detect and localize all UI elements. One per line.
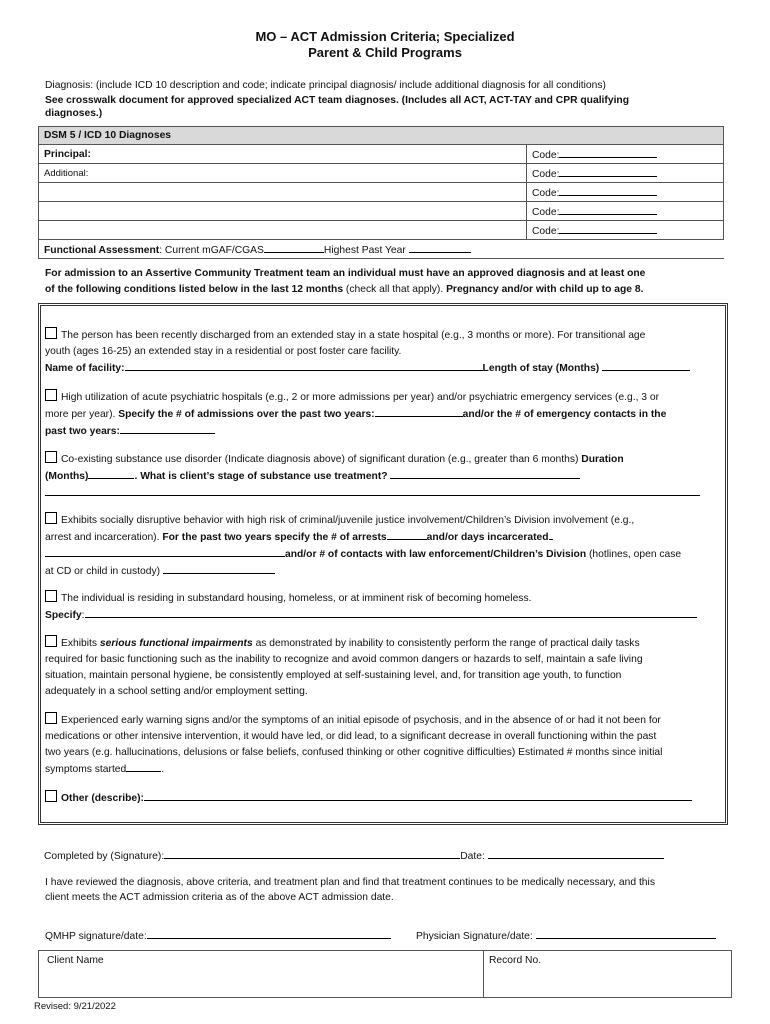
additional-diagnosis-field-2[interactable] <box>39 183 527 202</box>
checkbox-psychosis[interactable] <box>45 712 57 724</box>
treatment-stage-field[interactable] <box>390 468 580 479</box>
criterion-disruptive-behavior: Exhibits socially disruptive behavior with high risk of criminal/juvenile justice involvement/Children’s Division involvement (e.g., arrest and incarceration). For the past two years specify the # of arrests and/or days incarcerated and/or # of contacts with law enforcement/Children’s Division (hotlines, open case at CD or child in custody) <box>45 512 725 580</box>
months-since-symptoms-field[interactable] <box>126 761 161 772</box>
additional-code-field-1[interactable]: Code: <box>527 164 724 183</box>
criterion-housing: The individual is residing in substandard housing, homeless, or at imminent risk of becoming homeless. Specify: <box>45 590 725 624</box>
completed-by-row: Completed by (Signature): Date: <box>44 848 664 862</box>
criterion-functional-impairments: Exhibits serious functional impairments as demonstrated by inability to consistently perform the range of practical daily tasks required for basic functioning such as the inability to recognize and avoid common dangers or hazards to self, maintain a safe living situation, maintain personal hygiene, be consistently employed at self-sustaining level, and, for transition age youth, to function adequately in a school setting and/or employment setting. <box>45 635 725 700</box>
page-subtitle: Parent & Child Programs <box>308 45 462 60</box>
checkbox-substance-use[interactable] <box>45 451 57 463</box>
review-statement: I have reviewed the diagnosis, above criteria, and treatment plan and find that treatment continues to be medically necessary, and this client meets the ACT admission criteria as of the above ACT admission date. <box>45 877 655 903</box>
duration-months-field[interactable] <box>88 468 134 479</box>
criterion-psychiatric-utilization: High utilization of acute psychiatric hospitals (e.g., 2 or more admissions per year) and/or psychiatric emergency services (e.g., 3 or more per year). Specify the # of admissions over the past two years: and/or the # of emergency contacts in the past two years: <box>45 389 725 440</box>
checkbox-disruptive-behavior[interactable] <box>45 512 57 524</box>
additional-code-field-3[interactable]: Code: <box>527 202 724 221</box>
principal-label: Principal: <box>44 148 91 160</box>
emergency-contacts-field[interactable] <box>120 423 215 434</box>
admission-statement-line2: of the following conditions listed below in the last 12 months (check all that apply). Pregnancy and/or with child up to age 8. <box>45 284 644 295</box>
criterion-substance-use: Co-existing substance use disorder (Indicate diagnosis above) of significant duration (e.g., greater than 6 months) Duration (Months) . What is client’s stage of substance use treatment? <box>45 451 725 502</box>
diagnosis-table-header: DSM 5 / ICD 10 Diagnoses <box>39 127 724 145</box>
admissions-count-field[interactable] <box>375 406 463 417</box>
arrests-field[interactable] <box>387 529 427 540</box>
crosswalk-note-line1: See crosswalk document for approved specialized ACT team diagnoses. (Includes all ACT, ACT-TAY and CPR qualifying <box>45 95 630 106</box>
days-incarcerated-field[interactable] <box>549 529 553 540</box>
criterion-state-hospital: The person has been recently discharged from an extended stay in a state hospital (e.g., 3 months or more). For transitional age youth (ages 16-25) an extended stay in a residential or post foster care facility. Name of facility: Length of stay (Months) <box>45 327 725 377</box>
qmhp-signature-row: QMHP signature/date: <box>45 928 391 942</box>
checkbox-housing[interactable] <box>45 590 57 602</box>
facility-name-field[interactable] <box>125 360 483 371</box>
treatment-stage-field-continued[interactable] <box>45 485 700 496</box>
record-number-field[interactable]: Record No. <box>489 955 542 966</box>
checkbox-other[interactable] <box>45 790 57 802</box>
physician-signature-row: Physician Signature/date: <box>416 928 716 942</box>
checkbox-state-hospital[interactable] <box>45 327 57 339</box>
criterion-psychosis: Experienced early warning signs and/or the symptoms of an initial episode of psychosis, and in the absence of or had it not been for medications or other intensive intervention, it would have led, or did lead, to a significant decrease in overall functioning within the past two years (e.g. hallucinations, delusions or false beliefs, confused thinking or other cognitive difficulties) Estimated # months since initial symptoms started . <box>45 712 725 778</box>
qmhp-signature-field[interactable] <box>147 928 391 939</box>
diagnosis-table <box>38 126 724 259</box>
client-name-field[interactable]: Client Name <box>47 955 104 966</box>
diagnosis-instructions: Diagnosis: (include ICD 10 description and code; indicate principal diagnosis/ include additional diagnosis for all conditions) <box>45 80 606 91</box>
length-of-stay-field[interactable] <box>602 360 690 371</box>
principal-diagnosis-field[interactable] <box>39 145 527 164</box>
additional-diagnosis-field-1[interactable] <box>39 164 527 183</box>
completed-date-field[interactable] <box>488 848 664 859</box>
additional-diagnosis-field-3[interactable] <box>39 202 527 221</box>
checkbox-functional-impairments[interactable] <box>45 635 57 647</box>
additional-code-field-4[interactable]: Code: <box>527 221 724 240</box>
mgaf-current-field[interactable] <box>264 242 324 253</box>
admission-statement-line1: For admission to an Assertive Community Treatment team an individual must have an approved diagnosis and at least one <box>45 268 646 279</box>
revised-date: Revised: 9/21/2022 <box>34 1001 116 1012</box>
additional-label: Additional: <box>44 167 89 179</box>
physician-signature-field[interactable] <box>536 928 716 939</box>
completed-by-signature-field[interactable] <box>164 848 460 859</box>
checkbox-psychiatric-utilization[interactable] <box>45 389 57 401</box>
law-enforcement-contacts-field[interactable] <box>163 563 275 574</box>
additional-diagnosis-field-4[interactable] <box>39 221 527 240</box>
crosswalk-note-line2: diagnoses.) <box>45 108 103 119</box>
housing-specify-field[interactable] <box>85 607 697 618</box>
page-title: MO – ACT Admission Criteria; Specialized <box>255 29 515 44</box>
days-incarcerated-field-continued[interactable] <box>45 546 285 557</box>
principal-code-field[interactable]: Code: <box>527 145 724 164</box>
criterion-other: Other (describe): <box>45 790 725 807</box>
additional-code-field-2[interactable]: Code: <box>527 183 724 202</box>
highest-past-year-field[interactable] <box>409 242 471 253</box>
functional-assessment-row: Functional Assessment: Current mGAF/CGAS Highest Past Year <box>39 240 724 259</box>
other-describe-field[interactable] <box>144 790 692 801</box>
client-info-table <box>38 950 732 998</box>
